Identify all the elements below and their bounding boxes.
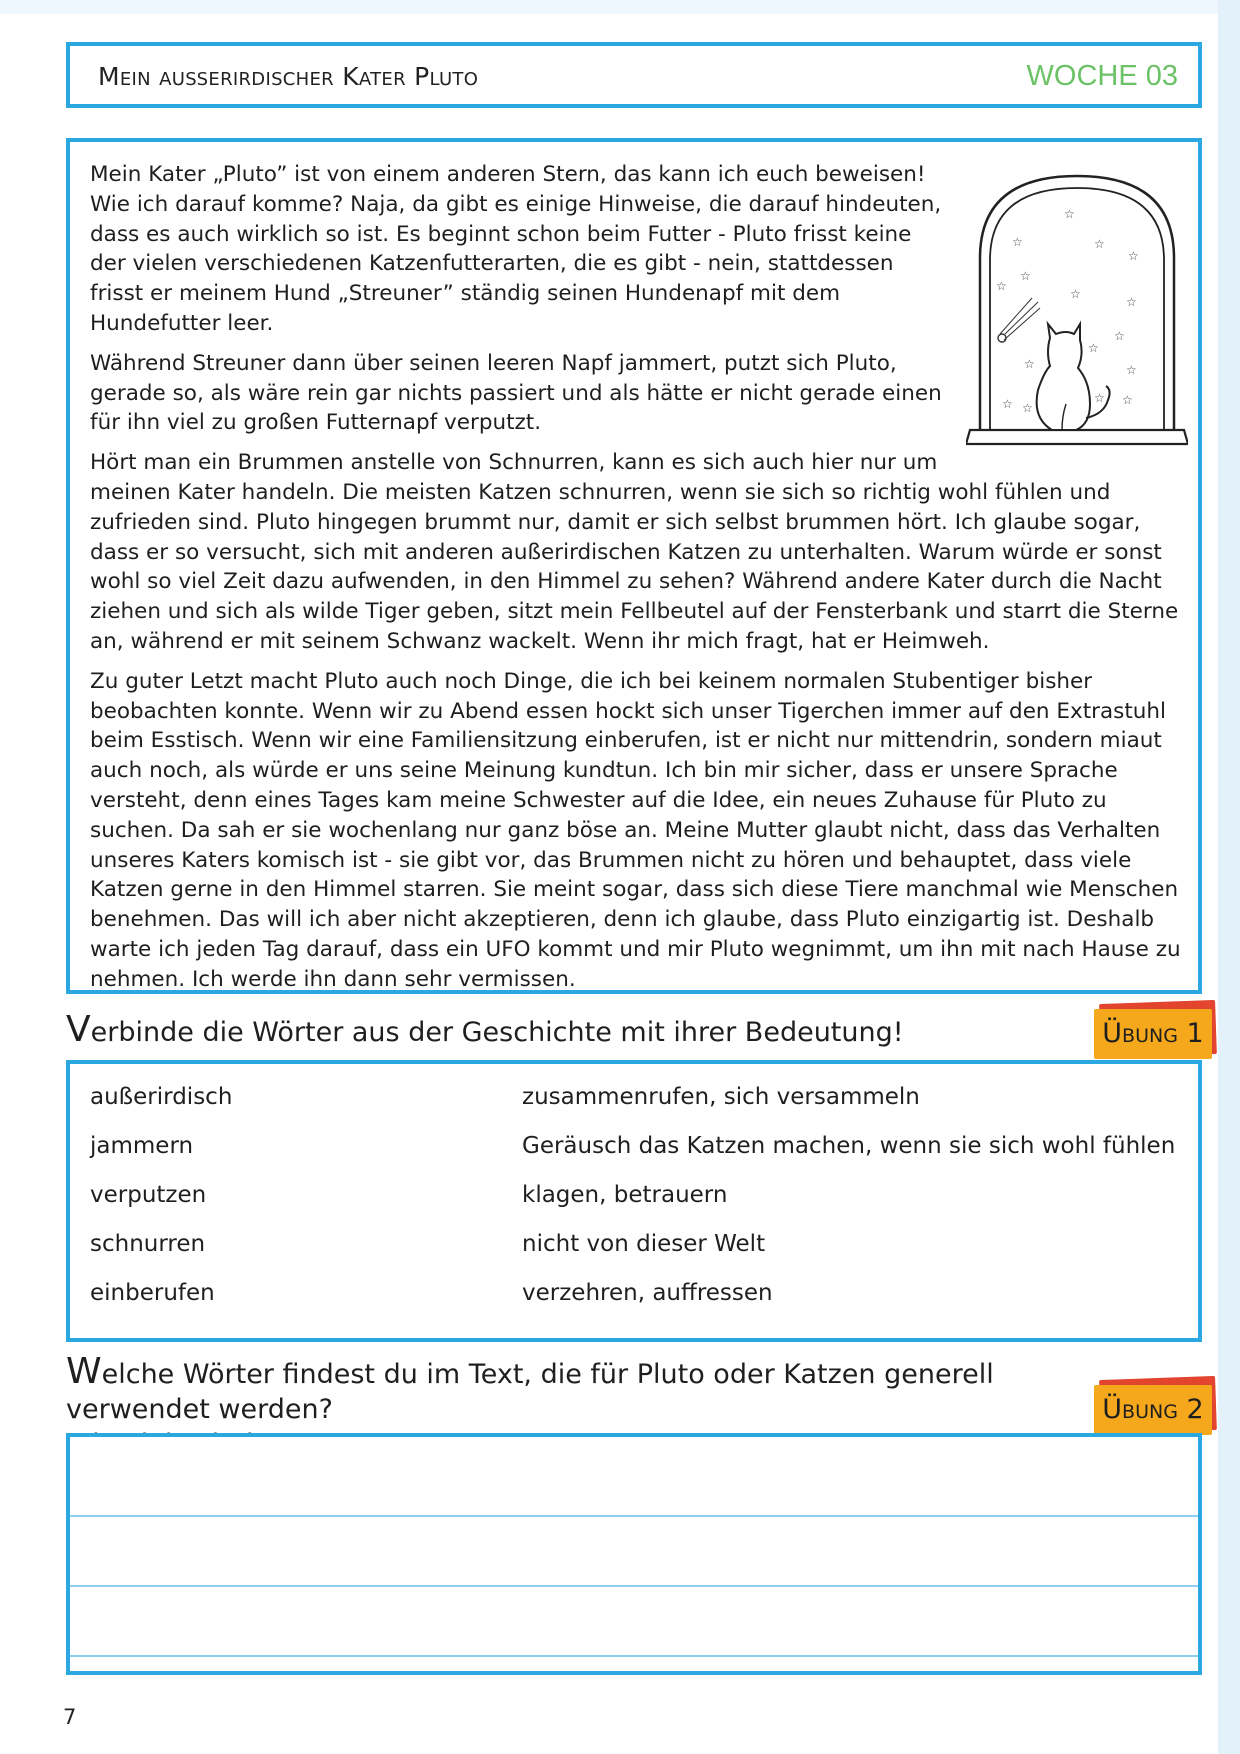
badge-label: Übung 1 <box>1094 1009 1212 1059</box>
story-box <box>66 138 1202 994</box>
comet-icon <box>998 298 1040 342</box>
svg-text:☆: ☆ <box>1088 341 1099 355</box>
page-top-edge <box>0 0 1240 14</box>
svg-text:☆: ☆ <box>1094 391 1105 405</box>
matching-row <box>70 1133 1198 1173</box>
svg-text:☆: ☆ <box>1114 329 1125 343</box>
meaning-item[interactable]: Geräusch das Katzen machen, wenn sie sich wohl fühlen <box>522 1133 1176 1159</box>
worksheet-title: Mein außerirdischer Kater Pluto <box>98 62 479 91</box>
exercise-1-badge <box>1094 1002 1219 1060</box>
word-item[interactable]: außerirdisch <box>90 1084 233 1110</box>
exercise-2-badge <box>1094 1378 1219 1436</box>
svg-text:☆: ☆ <box>1022 401 1033 415</box>
word-item[interactable]: schnurren <box>90 1231 206 1257</box>
meaning-item[interactable]: zusammenrufen, sich versammeln <box>522 1084 920 1110</box>
svg-text:☆: ☆ <box>1070 287 1081 301</box>
worksheet-header <box>66 42 1202 108</box>
answer-box[interactable] <box>66 1433 1202 1675</box>
matching-table <box>66 1060 1202 1342</box>
matching-row <box>70 1084 1198 1124</box>
meaning-item[interactable]: klagen, betrauern <box>522 1182 728 1208</box>
story-paragraph-4: Zu guter Letzt macht Pluto auch noch Dinge, die ich bei keinem normalen Stubentiger bisher beobachten konnte. Wenn wir zu Abend essen hockt sich unser Tigerchen immer auf den Extrastuhl beim Esstisch. Wenn wir eine Familiensitzung einberufen, ist er nicht nur mittendrin, sondern miaut auch noch, als würde er uns seine Meinung kundtun. Ich bin mir sicher, dass er unsere Sprache versteht, denn eines Tages kam meine Schwester auf die Idee, ein neues Zuhause für Pluto zu suchen. Da sah er sie wochenlang nur ganz böse an. Meine Mutter glaubt nicht, dass das Verhalten unseres Katers komisch ist - sie gibt vor, das Brummen nicht zu hören und behauptet, dass viele Katzen gerne in den Himmel starren. Sie meint sogar, dass sich diese Tiere manchmal wie Menschen benehmen. Das will ich aber nicht akzeptieren, denn ich glaube, dass Pluto einzigartig ist. Deshalb warte ich jeden Tag darauf, dass ein UFO kommt und mir Pluto wegnimmt, um ihn mit nach Hause zu nehmen. Ich werde ihn dann sehr vermissen. <box>90 668 1181 992</box>
story-paragraph-3: Hört man ein Brummen anstelle von Schnurren, kann es sich auch hier nur um meinen Kater handeln. Die meisten Katzen schnurren, wenn sie sich so richtig wohl fühlen und zufrieden sind. Pluto hingegen brummt nur, damit er sich selbst brummen hört. Ich glaube sogar, dass er so versucht, sich mit anderen außerirdischen Katzen zu unterhalten. Warum würde er sonst wohl so viel Zeit dazu aufwenden, in den Himmel zu sehen? Während andere Kater durch die Nacht ziehen und sich als wilde Tiger geben, sitzt mein Fellbeutel auf der Fensterbank und starrt die Sterne an, während er mit seinem Schwanz wackelt. Wenn ihr mich fragt, hat er Heimweh. <box>90 450 1179 654</box>
svg-text:☆: ☆ <box>1128 249 1139 263</box>
exercise-1-instruction <box>66 1009 904 1050</box>
svg-text:☆: ☆ <box>1024 357 1035 371</box>
answer-line[interactable] <box>70 1585 1198 1587</box>
answer-line[interactable] <box>70 1655 1198 1657</box>
svg-text:☆: ☆ <box>1126 295 1137 309</box>
meaning-item[interactable]: verzehren, auffressen <box>522 1280 773 1306</box>
svg-text:☆: ☆ <box>1094 237 1105 251</box>
story-paragraph-2: Während Streuner dann über seinen leeren Napf jammert, putzt sich Pluto, gerade so, als wäre rein gar nichts passiert und als hätte er nicht gerade einen für ihn viel zu großen Futternapf verputzt. <box>90 350 942 436</box>
matching-row <box>70 1231 1198 1271</box>
matching-row <box>70 1280 1198 1320</box>
svg-text:☆: ☆ <box>1012 235 1023 249</box>
badge-label: Übung 2 <box>1094 1385 1212 1435</box>
answer-line[interactable] <box>70 1515 1198 1517</box>
svg-text:☆: ☆ <box>1064 207 1075 221</box>
word-item[interactable]: jammern <box>90 1133 194 1159</box>
story-paragraph-1: Mein Kater „Pluto” ist von einem anderen Stern, das kann ich euch beweisen! Wie ich darauf komme? Naja, da gibt es einige Hinweise, die darauf hindeuten, dass es auch wirklich so ist. Es beginnt schon beim Futter - Pluto frisst keine der vielen verschiedenen Katzenfutterarten, die es gibt - nein, stattdessen frisst er meinem Hund „Streuner” ständig seinen Hundenapf mit dem Hundefutter leer. <box>90 162 942 336</box>
page-right-edge <box>1218 0 1240 1754</box>
svg-text:☆: ☆ <box>1002 397 1013 411</box>
exercise-2-instruction-line-1: elche Wörter findest du im Text, die für Pluto oder Katzen generell verwendet werden? <box>66 1359 994 1425</box>
svg-text:☆: ☆ <box>996 279 1007 293</box>
exercise-1-initial: V <box>66 1009 91 1050</box>
exercise-1-instruction-text: erbinde die Wörter aus der Geschichte mit ihrer Bedeutung! <box>90 1017 904 1048</box>
cat-window-illustration <box>966 168 1188 458</box>
svg-text:☆: ☆ <box>1020 269 1031 283</box>
cat-silhouette-icon <box>1037 324 1110 430</box>
page-number: 7 <box>63 1705 77 1729</box>
svg-text:☆: ☆ <box>1126 363 1137 377</box>
meaning-item[interactable]: nicht von dieser Welt <box>522 1231 766 1257</box>
matching-row <box>70 1182 1198 1222</box>
week-label: WOCHE 03 <box>1026 60 1178 92</box>
svg-text:☆: ☆ <box>1122 393 1133 407</box>
word-item[interactable]: einberufen <box>90 1280 215 1306</box>
word-item[interactable]: verputzen <box>90 1182 207 1208</box>
exercise-2-initial: W <box>66 1351 102 1392</box>
